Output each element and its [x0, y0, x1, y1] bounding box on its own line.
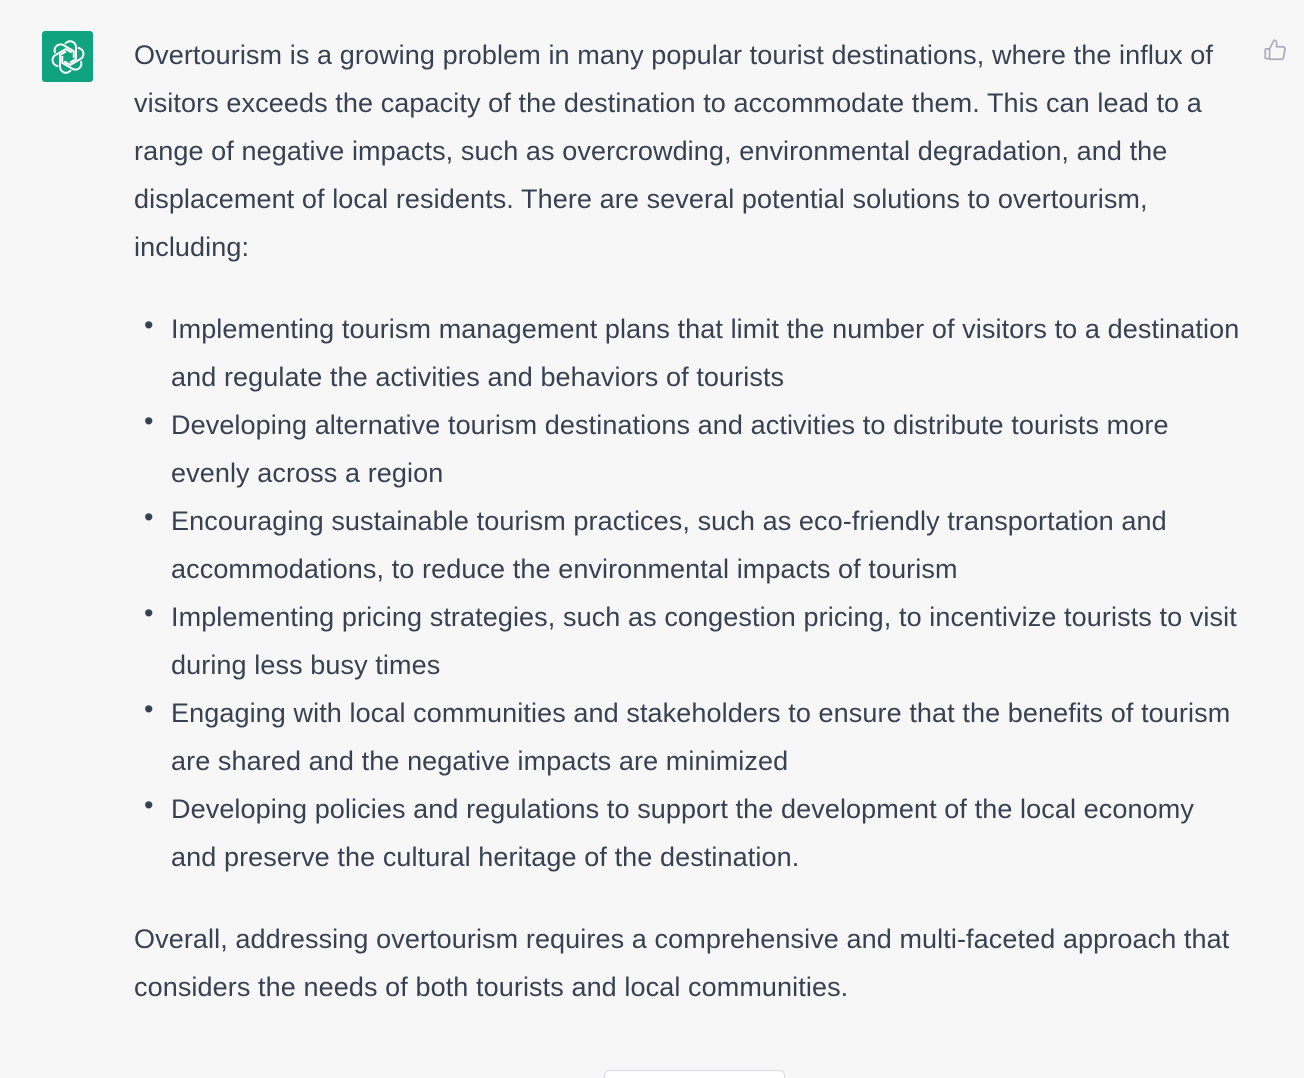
- thumbs-up-icon: [1262, 37, 1288, 63]
- message-content: [134, 31, 1244, 1011]
- list-item: [134, 305, 1244, 401]
- regenerate-response-button[interactable]: [604, 1070, 785, 1078]
- list-item: [134, 593, 1244, 689]
- openai-logo-icon: [50, 39, 86, 75]
- conclusion-paragraph: Overall, addressing overtourism requires a comprehensive and multi-faceted approach that considers the needs of both tourists and local communities.: [134, 924, 1230, 1002]
- bullet: •: [144, 790, 154, 820]
- bullet: •: [144, 598, 154, 628]
- thumbs-up-button[interactable]: [1261, 36, 1289, 64]
- list-item: [134, 401, 1244, 497]
- list-item-text: Implementing tourism management plans that limit the number of visitors to a destination and regulate the activities and behaviors of tourists: [171, 314, 1240, 392]
- bullet: •: [144, 694, 154, 724]
- list-item: [134, 689, 1244, 785]
- intro-paragraph: Overtourism is a growing problem in many popular tourist destinations, where the influx of visitors exceeds the capacity of the destination to accommodate them. This can lead to a range of negative impacts, such as overcrowding, environmental degradation, and the displacement of local residents. There are several potential solutions to overtourism, including:: [134, 40, 1214, 262]
- bullet: •: [144, 502, 154, 532]
- assistant-avatar: [42, 31, 93, 82]
- solutions-list: [134, 305, 1244, 881]
- bullet: •: [144, 310, 154, 340]
- list-item-text: Developing policies and regulations to support the development of the local economy and preserve the cultural heritage of the destination.: [171, 794, 1194, 872]
- list-item-text: Implementing pricing strategies, such as congestion pricing, to incentivize tourists to visit during less busy times: [171, 602, 1237, 680]
- list-item: [134, 497, 1244, 593]
- list-item-text: Developing alternative tourism destinations and activities to distribute tourists more evenly across a region: [171, 410, 1169, 488]
- list-item-text: Encouraging sustainable tourism practices, such as eco-friendly transportation and accommodations, to reduce the environmental impacts of tourism: [171, 506, 1167, 584]
- bullet: •: [144, 406, 154, 436]
- list-item: [134, 785, 1244, 881]
- list-item-text: Engaging with local communities and stakeholders to ensure that the benefits of tourism are shared and the negative impacts are minimized: [171, 698, 1231, 776]
